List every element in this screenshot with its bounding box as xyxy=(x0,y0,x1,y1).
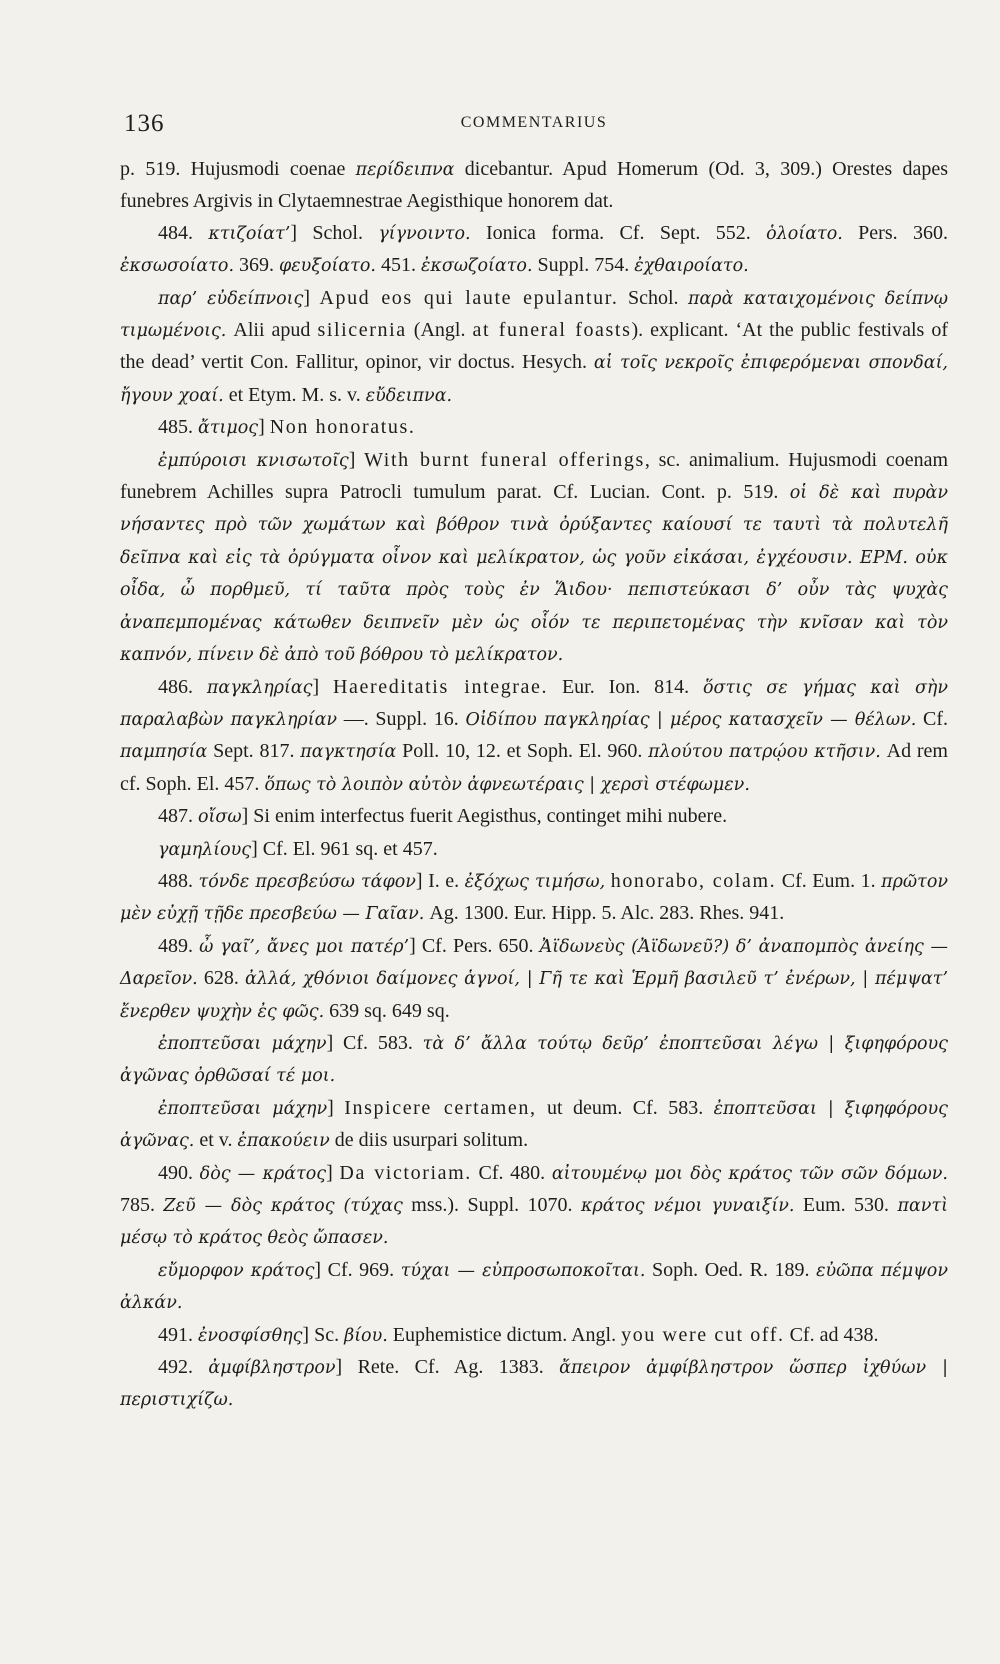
commentary-paragraph xyxy=(120,834,948,866)
text-run: 488. xyxy=(158,869,199,892)
text-run: Poll. 10, 12. et Soph. El. 960. xyxy=(396,740,649,763)
text-run: ] Cf. El. 961 sq. et 457. xyxy=(251,837,438,860)
text-run: Ad rem cf. Soph. El. 457. xyxy=(120,740,948,795)
commentary-paragraph xyxy=(120,1352,948,1417)
greek-text: ἀμφίβληστρον xyxy=(208,1358,336,1379)
greek-text: ἐποπτεῦσαι | ξιφηφόρους ἀγῶνας. xyxy=(120,1098,948,1152)
text-run: ] Rete. Cf. Ag. 1383. xyxy=(335,1356,560,1379)
text-run: , sc. animalium. Hujusmodi coenam funebrem Achilles supra Patrocli tumulum parat. Cf. Lucian. Cont. p. 519. xyxy=(120,448,948,504)
spaced-text: at funeral foasts xyxy=(472,319,632,342)
text-run: (Angl. xyxy=(406,319,473,342)
text-run: Sept. 817. xyxy=(207,740,301,763)
greek-text: αἰτουμένῳ μοι δὸς κράτος τῶν σῶν δόμων. xyxy=(551,1163,948,1184)
greek-text: ἄπειρον ἀμφίβληστρον ὥσπερ ἰχθύων | περιστιχίζω. xyxy=(120,1358,948,1411)
spaced-text: Haereditatis integrae. xyxy=(333,675,549,698)
spaced-text: Apud eos qui laute epulantur. xyxy=(319,286,619,309)
text-run: 628. xyxy=(197,967,246,990)
spaced-text: honorabo, colam. xyxy=(610,869,777,892)
greek-text: εὔμορφον κράτος xyxy=(158,1260,315,1281)
spaced-text: With burnt funeral offerings xyxy=(364,448,645,471)
greek-text: ἐνοσφίσθης xyxy=(198,1325,303,1346)
text-run: Pers. 360. xyxy=(842,221,949,244)
text-run: ] xyxy=(348,448,365,471)
greek-text: δὸς — κράτος xyxy=(199,1163,327,1184)
commentary-paragraph xyxy=(120,283,948,413)
text-run: Soph. Oed. R. 189. xyxy=(645,1258,817,1281)
greek-text: Ζεῦ — δὸς κράτος (τύχας xyxy=(163,1196,403,1216)
greek-text: βίου. xyxy=(344,1325,388,1346)
text-run: Eum. 530. xyxy=(794,1194,898,1216)
greek-text: ἐπακούειν xyxy=(237,1131,330,1152)
text-run: 490. xyxy=(158,1161,200,1184)
text-run: Alii apud xyxy=(226,319,318,342)
greek-text: ὁλοίατο. xyxy=(766,223,843,244)
greek-text: τὰ δ’ ἄλλα τούτῳ δεῦρ’ ἐποπτεῦσαι λέγω | ξιφηφόρους ἀγῶνας ὀρθῶσαί τέ μοι. xyxy=(120,1033,948,1087)
greek-text: παγκληρίας xyxy=(206,677,313,698)
text-run: ] Cf. 583. xyxy=(326,1031,423,1054)
greek-text: ἐκσωσοίατο. xyxy=(120,256,235,277)
greek-text: γαμηλίους xyxy=(158,839,252,860)
text-run: ] xyxy=(312,675,334,698)
greek-text: κράτος νέμοι γυναιξίν. xyxy=(580,1196,795,1216)
greek-text: ἐκσωζοίατο. xyxy=(420,256,533,277)
greek-text: ὅπως τὸ λοιπὸν αὐτὸν ἀφνεωτέραις | χερσὶ στέφωμεν. xyxy=(264,774,750,795)
text-run: ). explicant. ‘At the public festivals of the dead’ vertit Con. Fallitur, opinor, vir doctus. Hesych. xyxy=(120,319,948,374)
text-run: et v. xyxy=(194,1129,238,1152)
greek-text: κτιζοίατ’ xyxy=(208,223,291,244)
commentary-paragraph xyxy=(120,1158,948,1255)
text-run: ] Cf. 969. xyxy=(314,1258,401,1281)
text-run: 489. xyxy=(158,934,200,957)
text-run: 492. xyxy=(158,1356,209,1379)
text-run: ] Si enim interfectus fuerit Aegisthus, continget mihi nubere. xyxy=(241,805,728,828)
text-run: ut deum. Cf. 583. xyxy=(536,1096,714,1119)
text-run: ] xyxy=(303,286,320,309)
text-run: ] Cf. Pers. 650. xyxy=(409,934,540,957)
greek-text: παντὶ μέσῳ τὸ κράτος θεὸς ὤπασεν. xyxy=(120,1196,948,1249)
greek-text: φευξοίατο. xyxy=(279,256,376,277)
greek-text: γίγνοιντο. xyxy=(378,223,471,244)
commentary-paragraph xyxy=(120,801,948,833)
greek-text: παμπησία xyxy=(120,742,208,763)
text-run: Cf. 480. xyxy=(471,1161,552,1184)
text-run: Ag. 1300. Eur. Hipp. 5. Alc. 283. Rhes. 941. xyxy=(424,902,785,925)
commentary-paragraph xyxy=(120,672,948,802)
greek-text: ἐξόχως τιμήσω, xyxy=(464,871,606,892)
text-run: Ionica forma. Cf. Sept. 552. xyxy=(470,221,767,244)
greek-text: ἀλλά, χθόνιοι δαίμονες ἁγνοί, | Γῆ τε καὶ Ἑρμῆ βασιλεῦ τ’ ἐνέρων, | πέμψατ’ ἔνερθεν ψυχὴν ἐς φῶς. xyxy=(120,969,949,1022)
greek-text: ἐποπτεῦσαι μάχην xyxy=(158,1033,327,1054)
text-run: Cf. ad 438. xyxy=(784,1323,879,1346)
commentary-paragraph xyxy=(120,412,948,444)
text-run: et Etym. M. s. v. xyxy=(223,383,366,406)
greek-text: εὔδειπνα. xyxy=(365,385,453,406)
greek-text: ἐποπτεῦσαι μάχην xyxy=(158,1098,328,1119)
text-run: ] I. e. xyxy=(415,869,465,892)
greek-text: πλούτου πατρῴου κτῆσιν. xyxy=(648,742,881,763)
greek-text: εὐῶπα πέμψον ἀλκάν. xyxy=(120,1260,948,1314)
text-run: dicebantur. Apud Homerum (Od. 3, 309.) Orestes dapes funebres Argivis in Clytaemnestrae Aegisthique honorem dat. xyxy=(120,158,949,213)
text-run: Cf. xyxy=(916,707,949,730)
text-run: mss.). Suppl. 1070. xyxy=(402,1194,581,1216)
running-head: COMMENTARIUS xyxy=(460,114,608,131)
text-run: 451. xyxy=(375,254,421,277)
greek-text: ὦ γαῖ’, ἄνες μοι πατέρ’ xyxy=(199,936,410,957)
greek-text: περίδειπνα xyxy=(355,160,455,180)
greek-text: τόνδε πρεσβεύσω τάφον xyxy=(198,871,416,892)
commentary-paragraph xyxy=(120,445,948,672)
text-run: Eur. Ion. 814. xyxy=(548,675,703,698)
greek-text: ἐμπύροισι κνισωτοῖς xyxy=(158,450,349,471)
text-run: 369. xyxy=(234,254,280,277)
spaced-text: silicernia xyxy=(317,319,407,342)
commentary-paragraph xyxy=(120,154,948,218)
commentary-paragraph xyxy=(120,1028,948,1093)
greek-text: Οἰδίπου παγκληρίας | μέρος κατασχεῖν — θέλων. xyxy=(465,709,917,730)
text-run: 487. xyxy=(158,805,198,828)
greek-text: παρὰ καταιχομένοις δείπνῳ τιμωμένοις. xyxy=(120,288,949,342)
text-run: 491. xyxy=(158,1323,198,1346)
greek-text: τύχαι — εὐπροσωποκοῖται. xyxy=(400,1260,646,1281)
spaced-text: Da victoriam. xyxy=(339,1161,472,1184)
spaced-text: you were cut off. xyxy=(621,1323,785,1346)
text-run: —. Suppl. 16. xyxy=(337,707,466,730)
text-run: Schol. xyxy=(618,286,688,309)
text-run: Suppl. 754. xyxy=(532,254,635,277)
text-run: de diis usurpari solitum. xyxy=(329,1129,529,1152)
spaced-text: Inspicere certamen, xyxy=(344,1096,537,1119)
commentary-paragraph xyxy=(120,1255,948,1320)
text-run: ] Schol. xyxy=(290,221,379,244)
text-run: 486. xyxy=(158,675,207,698)
commentary-paragraph xyxy=(120,931,948,1028)
page-number: 136 xyxy=(124,110,165,137)
commentary-text xyxy=(120,154,948,1417)
greek-text: αἱ τοῖς νεκροῖς ἐπιφερόμεναι σπονδαί, ἤγουν χοαί. xyxy=(120,353,948,406)
commentary-paragraph xyxy=(120,218,948,283)
greek-text: οἱ δὲ καὶ πυρὰν νήσαντες πρὸ τῶν χωμάτων καὶ βόθρον τινὰ ὀρύξαντες καίουσί τε ταυτὶ τὰ πολυτελῆ δεῖπνα καὶ εἰς τὰ ὀρύγματα οἶνον καὶ μελίκρατον, ὡς γοῦν εἰκάσαι, ἐγχέουσιν. ΕΡΜ. οὐκ οἶδα, ὦ πορθμεῦ, τί ταῦτα πρὸς τοὺς ἐν Ἅιδου· πεπιστεύκασι δ’ οὖν τὰς ψυχὰς ἀναπεμπομένας κάτωθεν δειπνεῖν μὲν ὡς οἷόν τε περιπετομένας τὴν κνῖσαν καὶ τὸν καπνόν, πίνειν δὲ ἀπὸ τοῦ βόθρου τὸ μελίκρατον. xyxy=(120,483,948,666)
greek-text: οἴσω xyxy=(198,807,242,828)
text-run: Euphemistice dictum. Angl. xyxy=(387,1323,622,1346)
greek-text: πρῶτον μὲν εὐχῇ τῇδε πρεσβεύω — Γαῖαν. xyxy=(120,871,949,925)
text-run: 639 sq. 649 sq. xyxy=(324,999,450,1022)
greek-text: παγκτησία xyxy=(300,742,397,763)
greek-text: παρ’ εὐδείπνοις xyxy=(158,288,304,309)
page-header xyxy=(120,108,948,148)
greek-text: Ἀϊδωνεὺς (Ἀϊδωνεῦ?) δ’ ἀναπομπὸς ἀνείης — Δαρεῖον. xyxy=(120,936,948,990)
commentary-paragraph xyxy=(120,1093,948,1158)
greek-text: ἐχθαιροίατο. xyxy=(634,256,749,277)
text-run: ] xyxy=(258,416,270,439)
text-run: ] Sc. xyxy=(302,1323,345,1346)
text-run: ] xyxy=(326,1161,340,1184)
greek-text: ἄτιμος xyxy=(198,418,259,439)
text-run: 484. xyxy=(158,221,209,244)
greek-text: ὅστις σε γήμας καὶ σὴν παραλαβὼν παγκληρίαν xyxy=(120,677,949,730)
text-run: ] xyxy=(327,1096,345,1119)
text-run: p. 519. Hujusmodi coenae xyxy=(120,158,356,180)
text-run: 785. xyxy=(120,1194,164,1216)
commentary-paragraph xyxy=(120,866,948,931)
spaced-text: Non honoratus. xyxy=(269,416,416,439)
text-run: 485. xyxy=(158,416,198,439)
commentary-paragraph xyxy=(120,1320,948,1352)
text-run: Cf. Eum. 1. xyxy=(776,869,882,892)
